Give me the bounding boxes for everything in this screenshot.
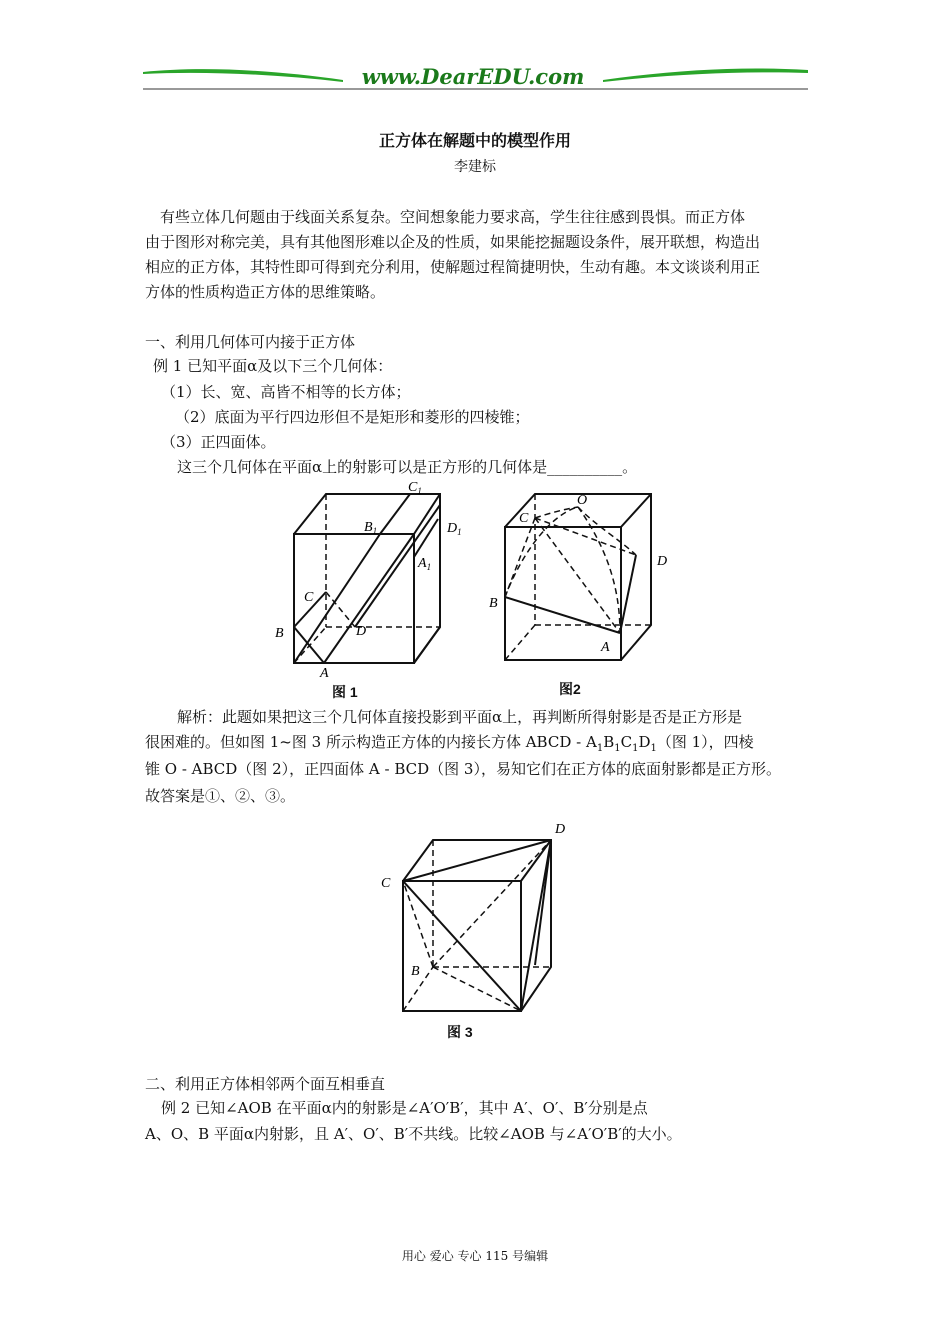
fig3-label-d: D (555, 822, 566, 837)
header-banner (143, 62, 808, 92)
figure-2 (485, 485, 675, 700)
page-title: 正方体在解题中的模型作用 (378, 131, 571, 150)
analysis-line-1: 解析：此题如果把这三个几何体直接投影到平面α上，再判断所得射影是否是正方形是 (177, 708, 743, 726)
fig2-label-d: D (657, 554, 668, 569)
page-footer: 用心 爱心 专心 115 号编辑 (401, 1249, 549, 1263)
figure-1-drawing (270, 477, 470, 702)
fig2-label-b: B (489, 596, 498, 611)
intro-line-1: 有些立体几何题由于线面关系复杂。空间想象能力要求高，学生往往感到畏惧。而正方体 (160, 208, 746, 226)
example1-item-1: （1）长、宽、高皆不相等的长方体； (161, 383, 411, 401)
fig1-label-a1: $A_1$ (418, 556, 432, 572)
intro-line-2: 由于图形对称完美，具有其他图形难以企及的性质，如果能挖掘题设条件，展开联想，构造出 (145, 233, 761, 251)
analysis-line-2: 很困难的。但如图 1~图 3 所示构造正方体的内接长方体 ABCD - $A_1B_1C_1D_1$（图 1），四棱 (145, 733, 754, 754)
fig1-label-c: C (304, 590, 314, 605)
example1-item-2: （2）底面为平行四边形但不是矩形和菱形的四棱锥； (175, 408, 530, 426)
fig1-label-b1: $B_1$ (364, 520, 378, 536)
fig3-label-c: C (381, 876, 391, 891)
example1-text: 例 1 已知平面α及以下三个几何体： (153, 357, 393, 375)
example2-line-2: A、O、B 平面α内射影，且 A′、O′、B′不共线。比较∠AOB 与∠A′O′B′的大小。 (145, 1125, 682, 1143)
example2-line-1: 例 2 已知∠AOB 在平面α内的射影是∠A′O′B′，其中 A′、O′、B′分别是点 (161, 1099, 648, 1117)
figure-3-caption: 图 3 (447, 1024, 473, 1040)
example1-question: 这三个几何体在平面α上的射影可以是正方形的几何体是__________。 (177, 458, 638, 476)
intro-line-4: 方体的性质构造正方体的思维策略。 (145, 283, 386, 301)
brand-logo: www.DearEDU.com (361, 64, 585, 89)
author: 李建标 (454, 159, 496, 175)
analysis-line-3: 锥 O - ABCD（图 2），正四面体 A - BCD（图 3），易知它们在正方体的底面射影都是正方形。 (145, 760, 781, 778)
fig1-label-c1: $C_1$ (408, 480, 422, 496)
figure-1-caption: 图 1 (332, 684, 358, 700)
fig2-label-a: A (601, 640, 610, 655)
analysis-line-4: 故答案是①、②、③。 (145, 787, 296, 805)
figure-1 (270, 477, 470, 702)
figure-3-drawing (375, 815, 585, 1045)
example1-item-3: （3）正四面体。 (161, 433, 276, 451)
fig1-label-d1: $D_1$ (447, 521, 462, 537)
figure-3 (375, 815, 585, 1045)
fig3-label-b: B (411, 964, 420, 979)
fig2-label-c: C (519, 511, 529, 526)
fig2-label-o: O (577, 493, 588, 508)
section2-heading: 二、利用正方体相邻两个面互相垂直 (145, 1075, 386, 1093)
section1-heading: 一、利用几何体可内接于正方体 (145, 333, 356, 351)
fig1-label-a: A (320, 666, 329, 681)
figure-2-drawing (485, 485, 675, 700)
intro-line-3: 相应的正方体，其特性即可得到充分利用，使解题过程简捷明快，生动有趣。本文谈谈利用正 (145, 258, 761, 276)
fig1-label-d: D (356, 624, 367, 639)
figure-2-caption: 图2 (559, 681, 581, 697)
fig1-label-b: B (275, 626, 284, 641)
